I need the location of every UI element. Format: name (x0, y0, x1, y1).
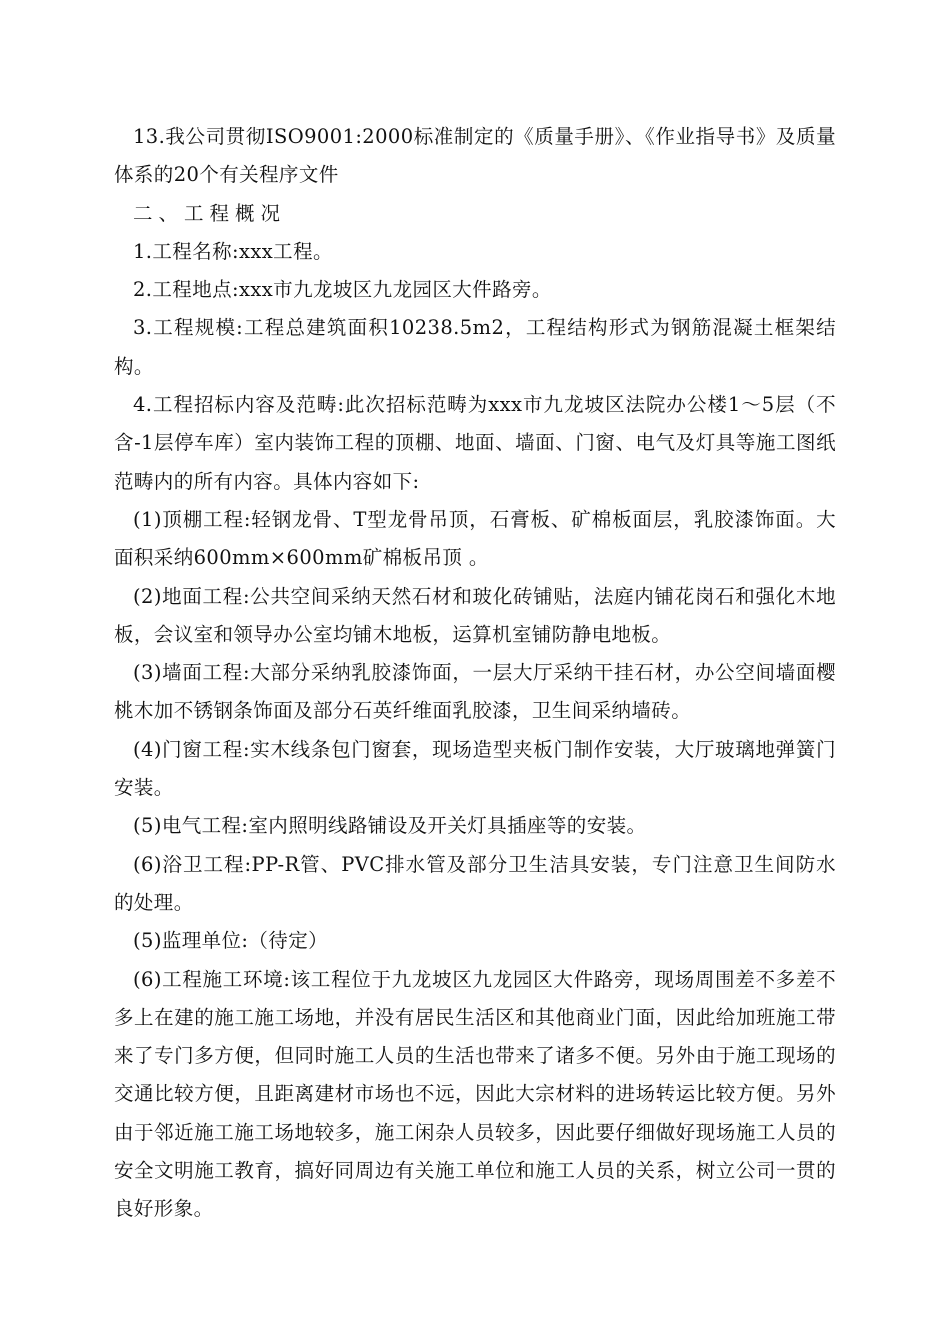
paragraph-electrical-works: (5)电气工程:室内照明线路铺设及开关灯具插座等的安装。 (133, 814, 647, 838)
document-page (114, 118, 836, 1229)
paragraph-project-scale: 3.工程规模:工程总建筑面积10238.5m2，工程结构形式为钢筋混凝土框架结构。 (114, 316, 836, 378)
paragraph-sanitary-works: (6)浴卫工程:PP-R管、PVC排水管及部分卫生洁具安装，专门注意卫生间防水的处理。 (114, 852, 836, 914)
paragraph-floor-works: (2)地面工程:公共空间采纳天然石材和玻化砖铺贴，法庭内铺花岗石和强化木地板，会议室和领导办公室均铺木地板，运算机室铺防静电地板。 (114, 584, 836, 646)
paragraph-wall-works: (3)墙面工程:大部分采纳乳胶漆饰面，一层大厅采纳干挂石材，办公空间墙面樱桃木加不锈钢条饰面及部分石英纤维面乳胶漆，卫生间采纳墙砖。 (114, 661, 836, 723)
paragraph-supervision-unit: (5)监理单位:（待定） (133, 929, 328, 953)
paragraph-ceiling-works: (1)顶棚工程:轻钢龙骨、T型龙骨吊顶，石膏板、矿棉板面层，乳胶漆饰面。大面积采纳600mm×600mm矿棉板吊顶 。 (114, 507, 836, 570)
paragraph-project-location: 2.工程地点:xxx市九龙坡区九龙园区大件路旁。 (133, 278, 552, 302)
paragraph-tender-scope: 4.工程招标内容及范畴:此次招标范畴为xxx市九龙坡区法院办公楼1～5层（不含-1层停车库）室内装饰工程的顶棚、地面、墙面、门窗、电气及灯具等施工图纸范畴内的所有内容。具体内容如下: (114, 393, 836, 493)
paragraph-construction-environment: (6)工程施工环境:该工程位于九龙坡区九龙园区大件路旁，现场周围差不多差不多上在建的施工施工场地，并没有居民生活区和其他商业门面，因此给加班施工带来了专门多方便，但同时施工人员的生活也带来了诸多不便。另外由于施工现场的交通比较方便，且距离建材市场也不远，因此大宗材料的进场转运比较方便。另外由于邻近施工施工场地较多，施工闲杂人员较多，因此要仔细做好现场施工人员的安全文明施工教育，搞好同周边有关施工单位和施工人员的关系，树立公司一贯的良好形象。 (114, 967, 836, 1221)
section-heading-project-overview: 二、工程概况 (133, 201, 287, 225)
paragraph-door-window-works: (4)门窗工程:实木线条包门窗套，现场造型夹板门制作安装，大厅玻璃地弹簧门安装。 (114, 737, 836, 800)
paragraph-project-name: 1.工程名称:xxx工程。 (133, 239, 333, 263)
paragraph-quality-docs: 13.我公司贯彻ISO9001:2000标准制定的《质量手册》、《作业指导书》及质量体系的20个有关程序文件 (114, 125, 836, 187)
